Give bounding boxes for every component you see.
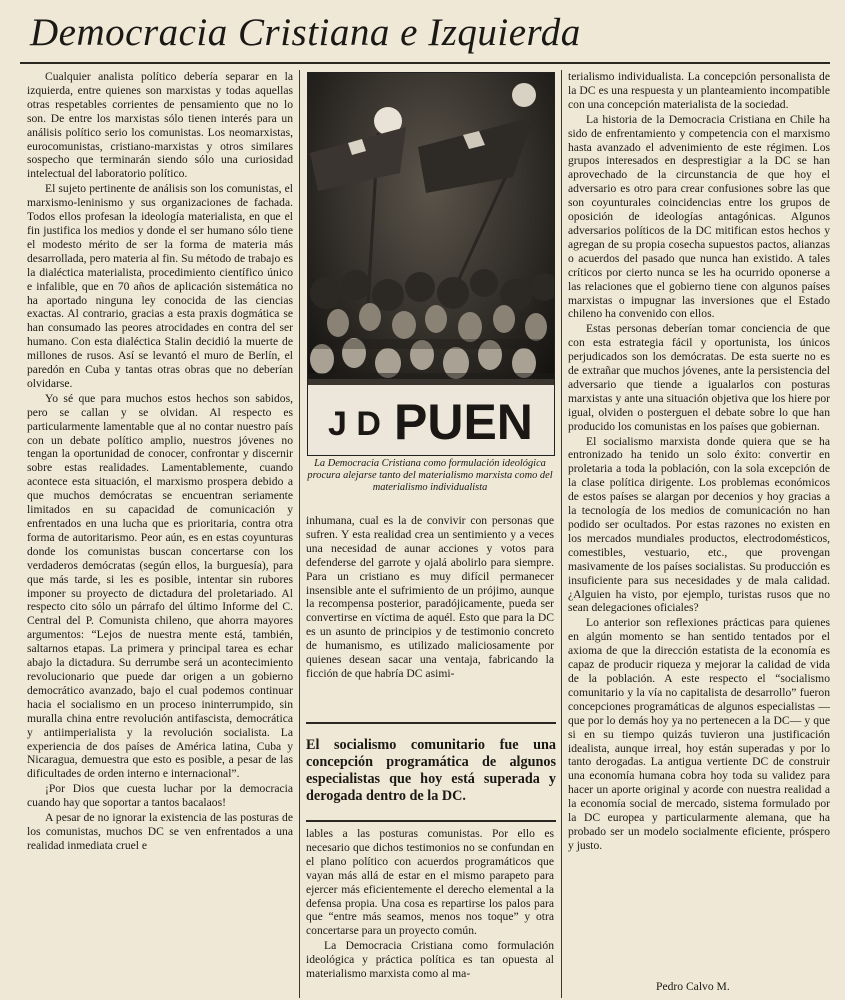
paragraph: terialismo individualista. La concepción personalista de la DC es una respuesta y un planteamiento incompatible con una concepción materialista de la sociedad.	[568, 70, 830, 111]
article-column-3	[568, 70, 830, 998]
banner-text: PUEN	[394, 394, 533, 450]
column-divider	[561, 70, 562, 998]
column-divider	[299, 70, 300, 998]
paragraph: inhumana, cual es la de convivir con personas que sufren. Y esta realidad crea un sentimiento y a veces una necesidad de aunar acciones y votos para defenderse del garrote y ojalá abolirlo para siempre. Para un cristiano es muy difícil permanecer insensible ante el sufrimiento de un prójimo, aunque la recompensa posterior, paradójicamente, pueda ser convertirse en víctima de aquél. Esto que para la DC es un asunto de principios y de testimonio concreto de humanismo, es utilizado maliciosamente por quienes desean sacar una ventaja, fabricando la ficción de que habría DC asimi-	[306, 514, 554, 680]
paragraph: ¡Por Dios que cuesta luchar por la democracia cuando hay que soportar a tantos bacalaos!	[27, 782, 293, 810]
paragraph: A pesar de no ignorar la existencia de las posturas de los comunistas, muchos DC se ven enfrentados a una realidad inmediata cruel e	[27, 811, 293, 852]
photo-caption: La Democracia Cristiana como formulación ideológica procura alejarse tanto del materialismo marxista como del materialismo individualista	[307, 458, 553, 493]
banner-side-text: J D	[328, 405, 381, 443]
paragraph: El sujeto pertinente de análisis son los comunistas, el marxismo-leninismo y sus organizaciones de fachada. Todos ellos profesan la ideología materialista, en que el fin justifica los medios y donde el ser humano sólo tiene el modesto mérito de ser la forma de materia más desarrollada, pero materia al fin. Su método de trabajo es la dialéctica materialista, procedimiento científico único e infalible, que en 70 años de aplicación sistemática no ha aportado ninguna ley conocida de las ciencias exactas. Al contrario, gracias a esta praxis dogmática se han consumado las peores atrocidades en contra del ser humano. Con esta dialéctica Stalin decidió la muerte de millones de rusos. Así se levantó el muro de Berlín, el paredón en Cuba y tantas otras obras que no deberían olvidarse.	[27, 182, 293, 390]
paragraph: lables a las posturas comunistas. Por ello es necesario que dichos testimonios no se confundan en el plano político con acuerdos programáticos que vayan más allá de estar en el mismo parapeto para ejercer más eficientemente el derecho elemental a la defensa propia. Una cosa es repartirse los palos para que “entre más seamos, menos nos toque” y otra concertarse para un proyecto común.	[306, 827, 554, 938]
paragraph: Estas personas deberían tomar conciencia de que con esta estrategia fácil y oportunista, los únicos perjudicados son los demócratas. De esta suerte no es de extrañar que muchos jóvenes, ante la persistencia del adversario que tiende a igualarlos con posturas marxistas y ante una situación objetiva que los hiere por igual, olviden o posterguen el debate sobre lo que han producido los comunistas en los países que gobiernan.	[568, 322, 830, 433]
pull-quote: El socialismo comunitario fue una concepción programática de algunos especialistas que hoy está superada y derogada dentro de la DC.	[306, 737, 556, 804]
paragraph: El socialismo marxista donde quiera que se ha entronizado ha tenido un solo éxito: convertir en proletaria a toda la población, con la sola excepción de la clase política dirigente. Los problemas económicos de estos países se alargan por decenios y hoy gracias a la tecnología de los medios de comunicación no han podido ser ocultados. Por estas razones no existen en los mercados mundiales productos, electrodomésticos, comestibles, vestuario, etc., que provengan masivamente de los países socialistas. Su producción es insuficiente para sus necesidades y de mala calidad. ¿Alguien ha visto, por ejemplo, turistas rusos que no sean delegaciones oficiales?	[568, 434, 830, 615]
article-title: Democracia Cristiana e Izquierda	[30, 11, 581, 54]
paragraph: La historia de la Democracia Cristiana en Chile ha sido de enfrentamiento y competencia con el marxismo hasta avanzado el advenimiento de este régimen. Los grupos interesados en desprestigiar a la DC se han aprovechado de la circunstancia de que hoy el adversario es otro para crear confusiones sobre las que son coyunturales coincidencias entre los grupos de oposición de ideologías antagónicas. Algunos adversarios políticos de la DC mitifican estos hechos y agregan de su propia cosecha supuestos pactos, alianzas o acuerdos del pasado que nunca han existido. A tales críticos por cierto nunca se les ha ocurrido oponerse a las relaciones que el gobierno tiene con algunos países marxistas o impugnar las inversiones que el Estado chileno ha convenido con ellos.	[568, 112, 830, 321]
paragraph: Cualquier analista político debería separar en la izquierda, entre quienes son marxistas y todas aquellas otras respetables corrientes de pensamiento que no lo son. De entre los marxistas sólo tienen interés para un análisis político serio los comunistas. Los neomarxistas, eurocomunistas, cristiano-marxistas y otros similares sospecho que terminarán siendo sólo una curiosidad intelectual del laboratorio político.	[27, 70, 293, 181]
byline: Pedro Calvo M.	[656, 980, 730, 993]
paragraph: Lo anterior son reflexiones prácticas para quienes en algún momento se han sentido tentados por el axioma de que la dirección estatista de la economía es capaz de producir riqueza y mejorar la calidad de vida de la población. A este respecto el “socialismo comunitario y la vía no capitalista de desarrollo” fueron concepciones programáticas de algunos especialistas —que por lo demás hoy ya no pertenecen a la DC— y que si en su tiempo quizás tuvieron una justificación idealista, aunque irreal, hoy están superadas y por lo tanto derogadas. La antigua vertiente DC de construir una economía humana cobra hoy toda su validez para hacer un aporte original y acorde con nuestra realidad a la economía social de mercado, sistema formulado por la DC europea y particularmente alemana, que ha probado ser un modelo socialmente eficiente, próspero y justo.	[568, 616, 830, 852]
paragraph: Yo sé que para muchos estos hechos son sabidos, pero se callan y se olvidan. Al respecto es particularmente lamentable que al no contar nuestro país con un debate político amplio, nuestros jóvenes no tengan la oportunidad de conocer, confrontar y discernir sobre estas realidades. Lamentablemente, cuando acontece esta situación, el marxismo prospera debido a que muchos demócratas se encuentran seriamente limitados en su capacidad de comunicación y enfrentados en una lucha que es prioritaria, contra otra forma de autoritarismo. Peor aún, es en estas coyunturas donde los comunistas buscan concertarse con los verdaderos demócratas (según ellos, la burguesía), para que más tarde, si les es posible, intentar sin rubores imponer su proyecto de dictadura del proletariado. Al respecto cito sólo un párrafo del último Informe del C. Central del P. Comunista chileno, que ahorra mayores argumentos: “Lejos de nuestra mente está, también, saltarnos etapas. La primera y principal tarea es echar abajo la dictadura. Su derrumbe será un acontecimiento revolucionario que puede dar origen a un gobierno democrático avanzado, bajo el cual podemos continuar hacia el socialismo en un proceso ininterrumpido, sin muralla china entre revolución antifascista, democrática y antiimperialista y la revolución socialista. La experiencia de dos países de América latina, Cuba y Nicaragua, demuestra que esto es posible, a pesar de las dificultades de orden interno e internacional”.	[27, 391, 293, 781]
article-column-2-top	[306, 514, 554, 719]
title-rule	[20, 62, 830, 64]
pull-quote-box	[306, 722, 556, 822]
paragraph: La Democracia Cristiana como formulación ideológica y práctica política es tan opuesta al materialismo marxista como al ma-	[306, 939, 554, 981]
article-column-2-bottom	[306, 827, 554, 997]
rally-photo	[307, 72, 555, 456]
article-column-1	[27, 70, 293, 998]
